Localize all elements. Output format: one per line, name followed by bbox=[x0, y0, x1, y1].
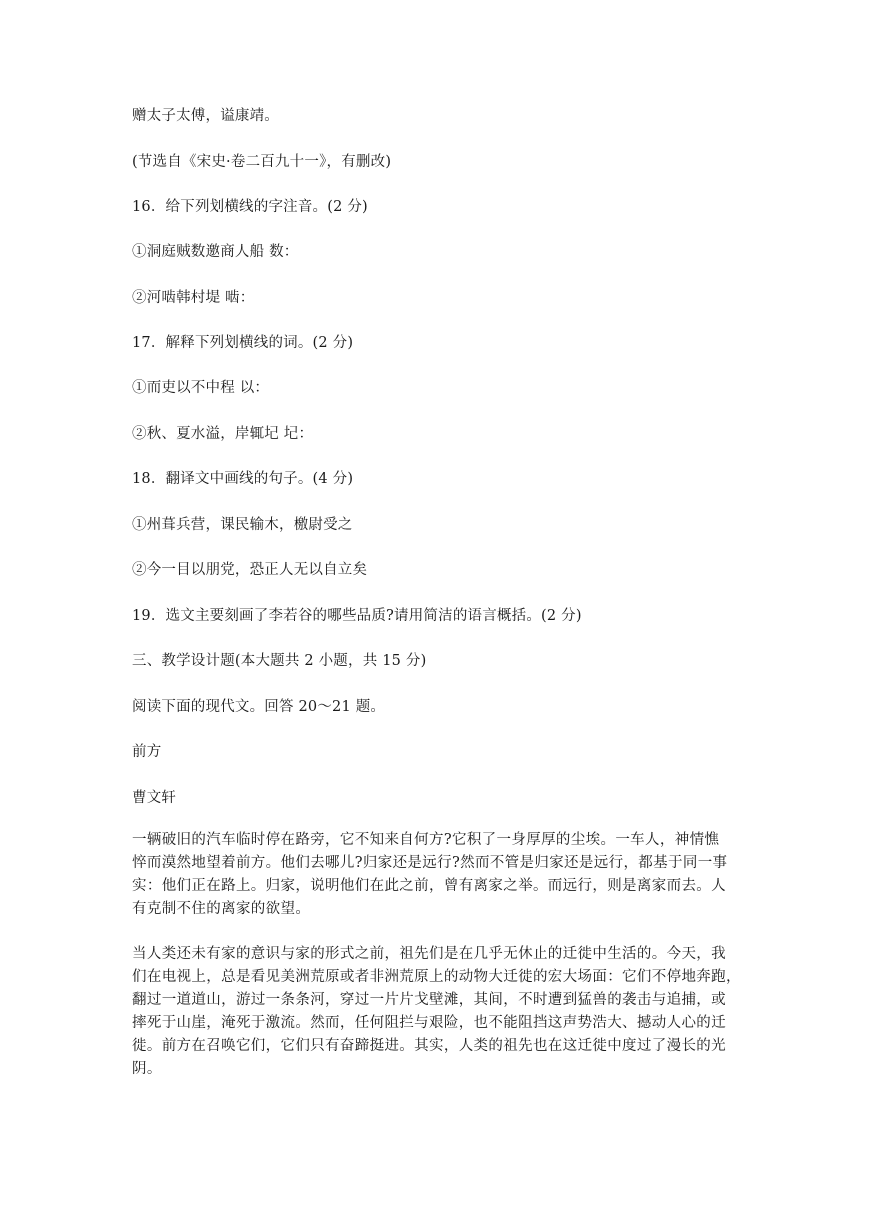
article-paragraph-1 bbox=[132, 829, 742, 921]
paragraph-line: 阴。 bbox=[132, 1061, 162, 1077]
paragraph-line: 徙。前方在召唤它们，它们只有奋蹄挺进。其实，人类的祖先也在这迁徙中度过了漫长的光 bbox=[132, 1038, 726, 1054]
section-heading: 三、教学设计题(本大题共 2 小题，共 15 分) bbox=[132, 653, 427, 669]
paragraph-line: 翻过一道道山，游过一条条河，穿过一片片戈壁滩，其间，不时遭到猛兽的袭击与追捕，或 bbox=[132, 992, 726, 1008]
question-17: 17．解释下列划横线的词。(2 分) bbox=[132, 335, 354, 351]
question-16-item-2: ②河啮韩村堤 啮： bbox=[132, 290, 255, 306]
paragraph-line: 当人类还未有家的意识与家的形式之前，祖先们是在几乎无休止的迁徙中生活的。今天，我 bbox=[132, 946, 726, 962]
paragraph-line: 摔死于山崖，淹死于激流。然而，任何阻拦与艰险，也不能阻挡这声势浩大、撼动人心的迁 bbox=[132, 1015, 726, 1031]
paragraph-line: 实：他们正在路上。归家，说明他们在此之前，曾有离家之举。而远行，则是离家而去。人 bbox=[132, 878, 726, 894]
article-author: 曹文轩 bbox=[132, 790, 177, 806]
question-18-item-1: ①州葺兵营，课民输木，檄尉受之 bbox=[132, 517, 353, 533]
question-19: 19．选文主要刻画了李若谷的哪些品质?请用简洁的语言概括。(2 分) bbox=[132, 608, 582, 624]
question-17-item-1: ①而吏以不中程 以： bbox=[132, 380, 270, 396]
source-citation: (节选自《宋史·卷二百九十一》，有删改) bbox=[132, 154, 392, 170]
question-16: 16．给下列划横线的字注音。(2 分) bbox=[132, 199, 368, 215]
question-18: 18．翻译文中画线的句子。(4 分) bbox=[132, 471, 354, 487]
paragraph-line: 们在电视上，总是看见美洲荒原或者非洲荒原上的动物大迁徙的宏大场面：它们不停地奔跑， bbox=[132, 969, 741, 985]
question-16-item-1: ①洞庭贼数邀商人船 数： bbox=[132, 244, 299, 260]
article-paragraph-2 bbox=[132, 943, 742, 1081]
paragraph-line: 一辆破旧的汽车临时停在路旁，它不知来自何方?它积了一身厚厚的尘埃。一车人，神情憔 bbox=[132, 832, 720, 848]
article-title: 前方 bbox=[132, 744, 162, 760]
paragraph-line: 有克制不住的离家的欲望。 bbox=[132, 901, 311, 917]
question-17-item-2: ②秋、夏水溢，岸辄圮 圮： bbox=[132, 426, 314, 442]
question-18-item-2: ②今一目以朋党，恐正人无以自立矣 bbox=[132, 562, 368, 578]
paragraph-line: 悴而漠然地望着前方。他们去哪儿?归家还是远行?然而不管是归家还是远行，都基于同一事 bbox=[132, 855, 728, 871]
text-line-posthumous-honor: 赠太子太傅，谥康靖。 bbox=[132, 108, 279, 124]
reading-instruction: 阅读下面的现代文。回答 20～21 题。 bbox=[132, 699, 386, 715]
